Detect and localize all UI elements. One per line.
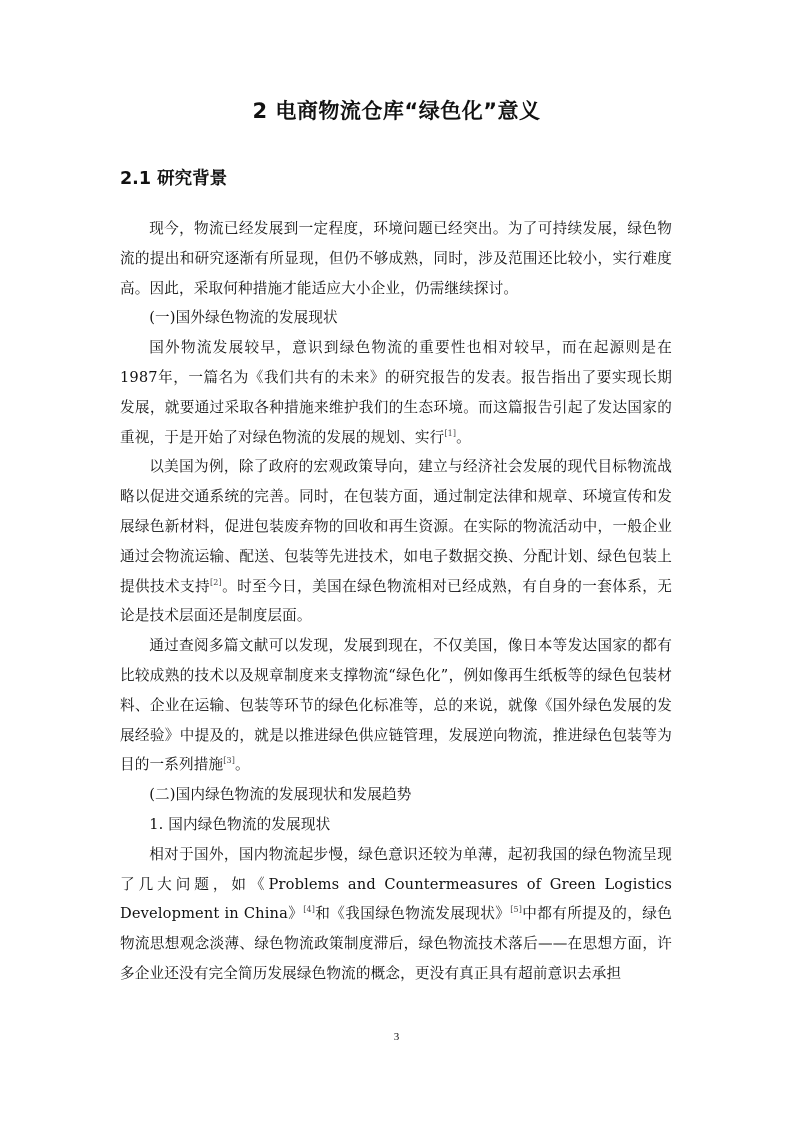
paragraph-domestic-problems: 相对于国外，国内物流起步慢，绿色意识还较为单薄，起初我国的绿色物流呈现了几大问题，如《Problems and Countermeasures of Green Logistics Development in China》[4]和《我国绿色物流发展现状》[5]中都有所提及的，绿色物流思想观念淡薄、绿色物流政策制度滞后，绿色物流技术落后——在思想方面，许多企业还没有完全简历发展绿色物流的概念，更没有真正具有超前意识去承担 (120, 845, 672, 982)
citation-3: [3] (223, 756, 236, 766)
subheading-foreign: (一)国外绿色物流的发展现状 (149, 309, 338, 327)
citation-2: [2] (210, 577, 222, 587)
body-text (120, 214, 672, 989)
paragraph-usa-example: 以美国为例，除了政府的宏观政策导向，建立与经济社会发展的现代目标物流战略以促进交通系统的完善。同时，在包装方面，通过制定法律和规章、环境宣传和发展绿色新材料，促进包装废弃物的回收和再生资源。在实际的物流活动中，一般企业通过会物流运输、配送、包装等先进技术，如电子数据交换、分配计划、绿色包装上提供技术支持[2]。时至今日，美国在绿色物流相对已经成熟，有自身的一套体系，无论是技术层面还是制度层面。 (120, 458, 672, 625)
citation-1: [1] (444, 428, 457, 438)
paragraph-literature-review: 通过查阅多篇文献可以发现，发展到现在，不仅美国，像日本等发达国家的都有比较成熟的技术以及规章制度来支撑物流“绿色化”，例如像再生纸板等的绿色包装材料、企业在运输、包装等环节的绿色化标准等，总的来说，就像《国外绿色发展的发展经验》中提及的，就是以推进绿色供应链管理，发展逆向物流，推进绿色包装等为目的一系列措施[3]。 (120, 637, 672, 774)
section-title: 2.1 研究背景 (120, 169, 228, 189)
paragraph-foreign-origin: 国外物流发展较早，意识到绿色物流的重要性也相对较早，而在起源则是在1987年，一篇名为《我们共有的未来》的研究报告的发表。报告指出了要实现长期发展，就要通过采取各种措施来维护我们的生态环境。而这篇报告引起了发达国家的重视，于是开始了对绿色物流的发展的规划、实行[1]。 (120, 339, 672, 446)
subheading-domestic-status: 1. 国内绿色物流的发展现状 (149, 815, 331, 833)
citation-5: [5] (510, 905, 522, 915)
chapter-title: 2 电商物流仓库“绿色化”意义 (252, 99, 541, 123)
subheading-domestic: (二)国内绿色物流的发展现状和发展趋势 (149, 786, 412, 804)
page-number: 3 (393, 1031, 400, 1043)
paragraph-intro: 现今，物流已经发展到一定程度，环境问题已经突出。为了可持续发展，绿色物流的提出和研究逐渐有所显现，但仍不够成熟，同时，涉及范围还比较小，实行难度高。因此，采取何种措施才能适应大小企业，仍需继续探讨。 (120, 220, 672, 297)
citation-4: [4] (303, 905, 315, 915)
